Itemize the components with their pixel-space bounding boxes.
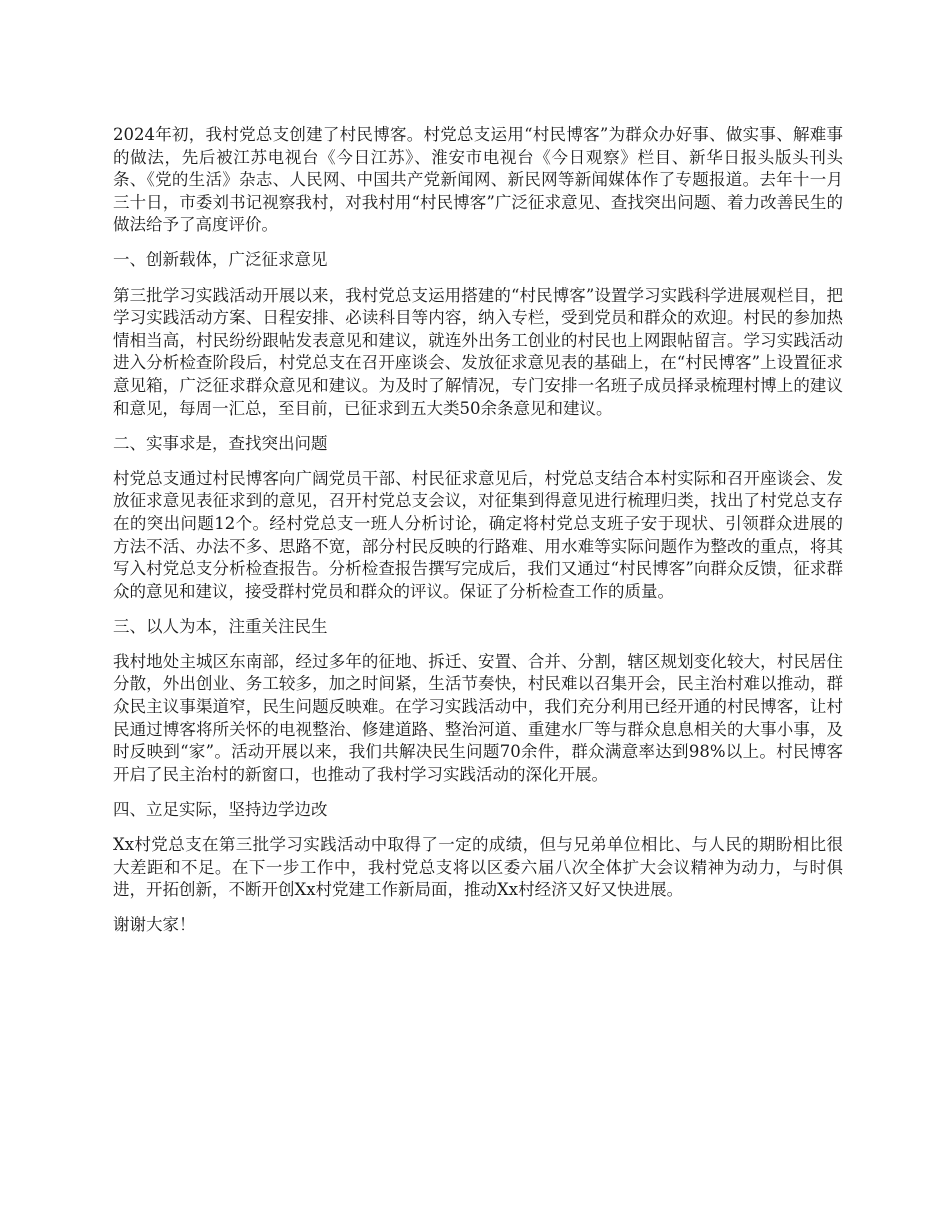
section-heading-2: 二、实事求是，查找突出问题 <box>113 433 328 453</box>
section-heading-3: 三、以人为本，注重关注民生 <box>113 616 328 636</box>
closing-remark: 谢谢大家！ <box>113 915 196 935</box>
intro-paragraph: 2024年初，我村党总支创建了村民博客。村党总支运用“村民博客”为群众办好事、做实事、解难事的做法，先后被江苏电视台《今日江苏》、淮安市电视台《今日观察》栏目、新华日报头版头刊头条、《党的生活》杂志、人民网、中国共产党新闻网、新民网等新闻媒体作了专题报道。去年十一月三十日，市委刘书记视察我村，对我村用“村民博客”广泛征求意见、查找突出问题、着力改善民生的做法给予了高度评价。 <box>113 125 843 235</box>
section-2-paragraph: 村党总支通过村民博客向广阔党员干部、村民征求意见后，村党总支结合本村实际和召开座谈会、发放征求意见表征求到的意见，召开村党总支会议，对征集到得意见进行梳理归类，找出了村党总支存在的突出问题12个。经村党总支一班人分析讨论，确定将村党总支班子安于现状、引领群众进展的方法不活、办法不多、思路不宽，部分村民反映的行路难、用水难等实际问题作为整改的重点，将其写入村党总支分析检查报告。分析检查报告撰写完成后，我们又通过“村民博客”向群众反馈，征求群众的意见和建议，接受群村党员和群众的评议。保证了分析检查工作的质量。 <box>113 468 843 601</box>
section-1-paragraph: 第三批学习实践活动开展以来，我村党总支运用搭建的“村民博客”设置学习实践科学进展观栏目，把学习实践活动方案、日程安排、必读科目等内容，纳入专栏，受到党员和群众的欢迎。村民的参加热情相当高，村民纷纷跟帖发表意见和建议，就连外出务工创业的村民也上网跟帖留言。学习实践活动进入分析检查阶段后，村党总支在召开座谈会、发放征求意见表的基础上，在“村民博客”上设置征求意见箱，广泛征求群众意见和建议。为及时了解情况，专门安排一名班子成员择录梳理村博上的建议和意见，每周一汇总，至目前，已征求到五大类50余条意见和建议。 <box>113 285 843 418</box>
document-page <box>113 124 843 937</box>
section-heading-4: 四、立足实际，坚持边学边改 <box>113 799 328 819</box>
section-3-paragraph: 我村地处主城区东南部，经过多年的征地、拆迁、安置、合并、分割，辖区规划变化较大，村民居住分散，外出创业、务工较多，加之时间紧，生活节奏快，村民难以召集开会，民主治村难以推动，群众民主议事渠道窄，民生问题反映难。在学习实践活动中，我们充分利用已经开通的村民博客，让村民通过博客将所关怀的电视整治、修建道路、整治河道、重建水厂等与群众息息相关的大事小事，及时反映到“家”。活动开展以来，我们共解决民生问题70余件，群众满意率达到98%以上。村民博客开启了民主治村的新窗口，也推动了我村学习实践活动的深化开展。 <box>113 651 843 784</box>
section-4-paragraph: Xx村党总支在第三批学习实践活动中取得了一定的成绩，但与兄弟单位相比、与人民的期盼相比很大差距和不足。在下一步工作中，我村党总支将以区委六届八次全体扩大会议精神为动力，与时俱进，开拓创新，不断开创Xx村党建工作新局面，推动Xx村经济又好又快进展。 <box>113 835 843 900</box>
section-heading-1: 一、创新载体，广泛征求意见 <box>113 250 328 270</box>
